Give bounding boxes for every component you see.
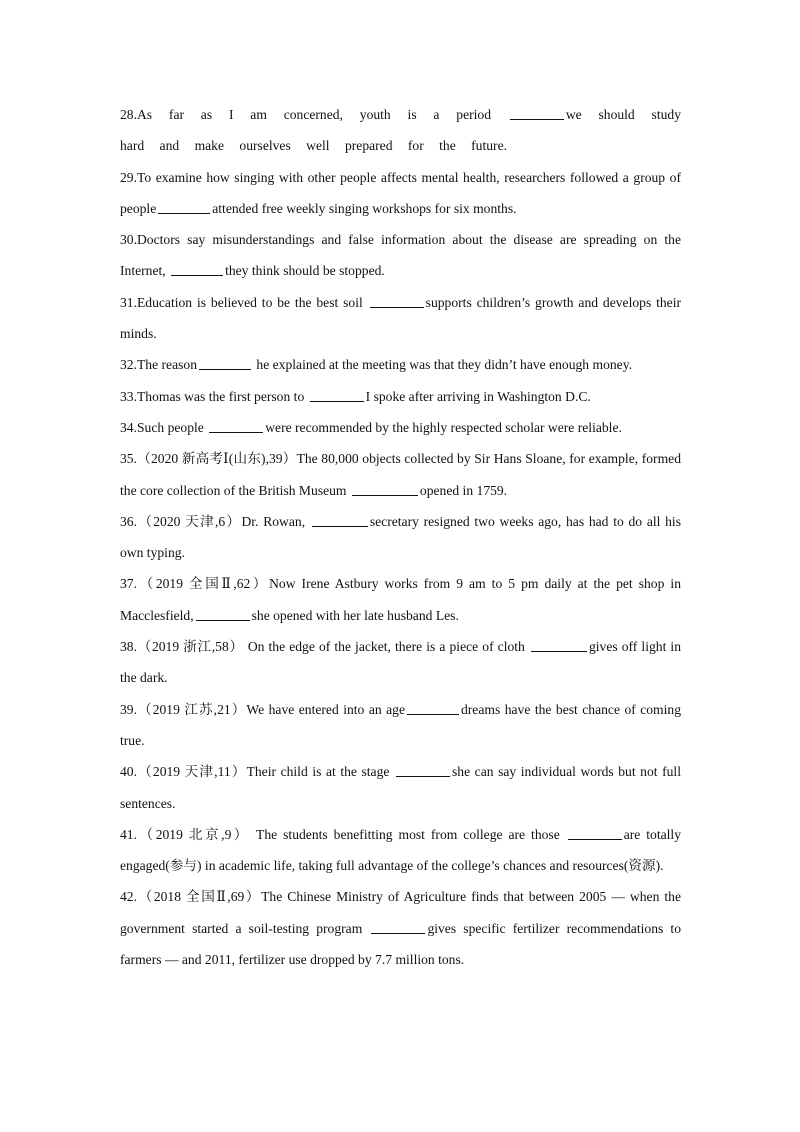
answer-blank[interactable] — [199, 357, 251, 370]
question-42: 42.（2018 全国Ⅱ,69）The Chinese Ministry of Agriculture finds that between 2005 — when the government started a soil-testing program gives specific fertilizer recommendations to farmers — and 2011, fertilizer use dropped by 7.7 million tons. — [120, 889, 682, 968]
question-35: 35.（2020 新高考Ⅰ(山东),39）The 80,000 objects collected by Sir Hans Sloane, for example, formed the core collection of the British Museum opened in 1759. — [120, 451, 681, 498]
answer-blank[interactable] — [396, 764, 450, 777]
question-37: 37.（2019 全国Ⅱ,62）Now Irene Astbury works from 9 am to 5 pm daily at the pet shop in Macclesfield, she opened with her late husband Les. — [120, 576, 681, 623]
answer-blank[interactable] — [370, 295, 424, 308]
answer-blank[interactable] — [531, 639, 587, 652]
answer-blank[interactable] — [312, 514, 368, 527]
answer-blank[interactable] — [209, 420, 263, 433]
answer-blank[interactable] — [568, 827, 622, 840]
question-30: 30.Doctors say misunderstandings and false information about the disease are spreading on the Internet, they think should be stopped. — [120, 232, 681, 279]
question-32: 32.The reason he explained at the meeting was that they didn’t have enough money. — [120, 357, 633, 373]
question-34: 34.Such people were recommended by the highly respected scholar were reliable. — [120, 419, 622, 435]
question-29: 29.To examine how singing with other people affects mental health, researchers followed a group of people attended free weekly singing workshops for six months. — [120, 169, 681, 216]
answer-blank[interactable] — [510, 107, 564, 120]
question-36: 36.（2020 天津,6）Dr. Rowan, secretary resigned two weeks ago, has had to do all his own typing. — [120, 513, 681, 561]
question-31: 31.Education is believed to be the best soil supports children’s growth and develops their minds. — [120, 294, 682, 342]
question-33: 33.Thomas was the first person to I spoke after arriving in Washington D.C. — [120, 388, 591, 404]
answer-blank[interactable] — [310, 389, 364, 402]
question-list — [120, 99, 681, 975]
answer-blank[interactable] — [158, 201, 210, 214]
question-41: 41.（2019 北京,9） The students benefitting most from college are those are totally engaged(参与) in academic life, taking full advantage of the college’s chances and resources(资源). — [120, 826, 681, 874]
answer-blank[interactable] — [196, 608, 250, 621]
answer-blank[interactable] — [371, 921, 425, 934]
answer-blank[interactable] — [407, 702, 459, 715]
question-39: 39.（2019 江苏,21）We have entered into an age dreams have the best chance of coming true. — [120, 701, 682, 748]
answer-blank[interactable] — [352, 483, 418, 496]
question-40: 40.（2019 天津,11）Their child is at the stage she can say individual words but not full sentences. — [120, 764, 681, 811]
question-38: 38.（2019 浙江,58） On the edge of the jacket, there is a piece of cloth gives off light in the dark. — [120, 639, 682, 686]
answer-blank[interactable] — [171, 263, 223, 276]
question-28: 28.As far as I am concerned, youth is a period we should study hard and make ourselves well prepared for the future. — [120, 107, 681, 154]
